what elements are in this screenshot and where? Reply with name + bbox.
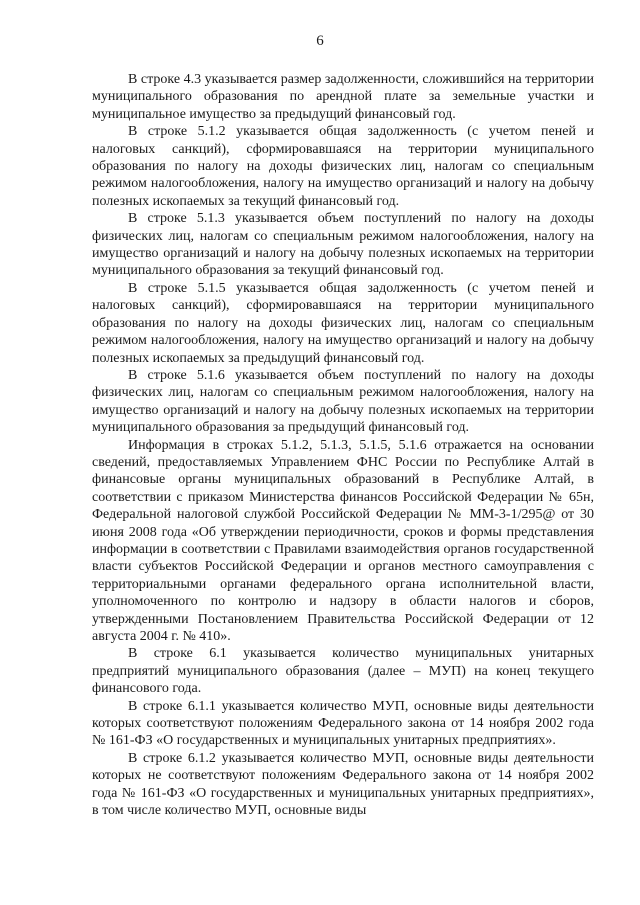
paragraph-line-5-1-2: В строке 5.1.2 указывается общая задолженность (с учетом пеней и налоговых санкций), сформировавшаяся на территории муниципального образования по налогу на доходы физических лиц, налогам со специальным режимом налогообложения, налогу на имущество организаций и налогу на добычу полезных ископаемых за текущий финансовый год. <box>92 124 594 209</box>
paragraph-information-source: Информация в строках 5.1.2, 5.1.3, 5.1.5, 5.1.6 отражается на основании сведений, предоставляемых Управлением ФНС России по Республике Алтай в финансовые органы муниципальных образований в Республике Алтай, в соответствии с приказом Министерства финансов Российской Федерации № 65н, Федеральной налоговой службой Российской Федерации № ММ-3-1/295@ от 30 июня 2008 года «Об утверждении периодичности, сроков и формы представления информации в соответствии с Правилами взаимодействия органов государственной власти субъектов Российской Федерации и органов местного самоуправления с территориальными органами федерального органа исполнительной власти, уполномоченного по контролю и надзору в области налогов и сборов, утвержденными Постановлением Правительства Российской Федерации от 12 августа 2004 г. № 410». <box>92 437 594 644</box>
paragraph-line-6-1-1: В строке 6.1.1 указывается количество МУП, основные виды деятельности которых соответствуют положениям Федерального закона от 14 ноября 2002 года № 161-ФЗ «О государственных и муниципальных унитарных предприятиях». <box>92 698 594 749</box>
paragraph-line-6-1-2: В строке 6.1.2 указывается количество МУП, основные виды деятельности которых не соответствуют положениям Федерального закона от 14 ноября 2002 года № 161-ФЗ «О государственных и муниципальных унитарных предприятиях», в том числе количество МУП, основные виды <box>92 750 594 819</box>
paragraph-line-4-3: В строке 4.3 указывается размер задолженности, сложившийся на территории муниципального образования по арендной плате за земельные участки и муниципальное имущество за предыдущий финансовый год. <box>92 72 594 122</box>
document-body <box>92 71 594 819</box>
page-number: 6 <box>316 33 324 49</box>
paragraph-line-5-1-6: В строке 5.1.6 указывается объем поступлений по налогу на доходы физических лиц, налогам со специальным режимом налогообложения, налогу на имущество организаций и налогу на добычу полезных ископаемых на территории муниципального образования за предыдущий финансовый год. <box>92 367 594 436</box>
paragraph-line-5-1-3: В строке 5.1.3 указывается объем поступлений по налогу на доходы физических лиц, налогам со специальным режимом налогообложения, налогу на имущество организаций и налогу на добычу полезных ископаемых на территории муниципального образования за текущий финансовый год. <box>92 211 594 279</box>
paragraph-line-5-1-5: В строке 5.1.5 указывается общая задолженность (с учетом пеней и налоговых санкций), сформировавшаяся на территории муниципального образования по налогу на доходы физических лиц, налогам со специальным режимом налогообложения, налогу на имущество организаций и налогу на добычу полезных ископаемых за предыдущий финансовый год. <box>92 280 594 366</box>
paragraph-line-6-1: В строке 6.1 указывается количество муниципальных унитарных предприятий муниципального образования (далее – МУП) на конец текущего финансового года. <box>92 646 594 697</box>
